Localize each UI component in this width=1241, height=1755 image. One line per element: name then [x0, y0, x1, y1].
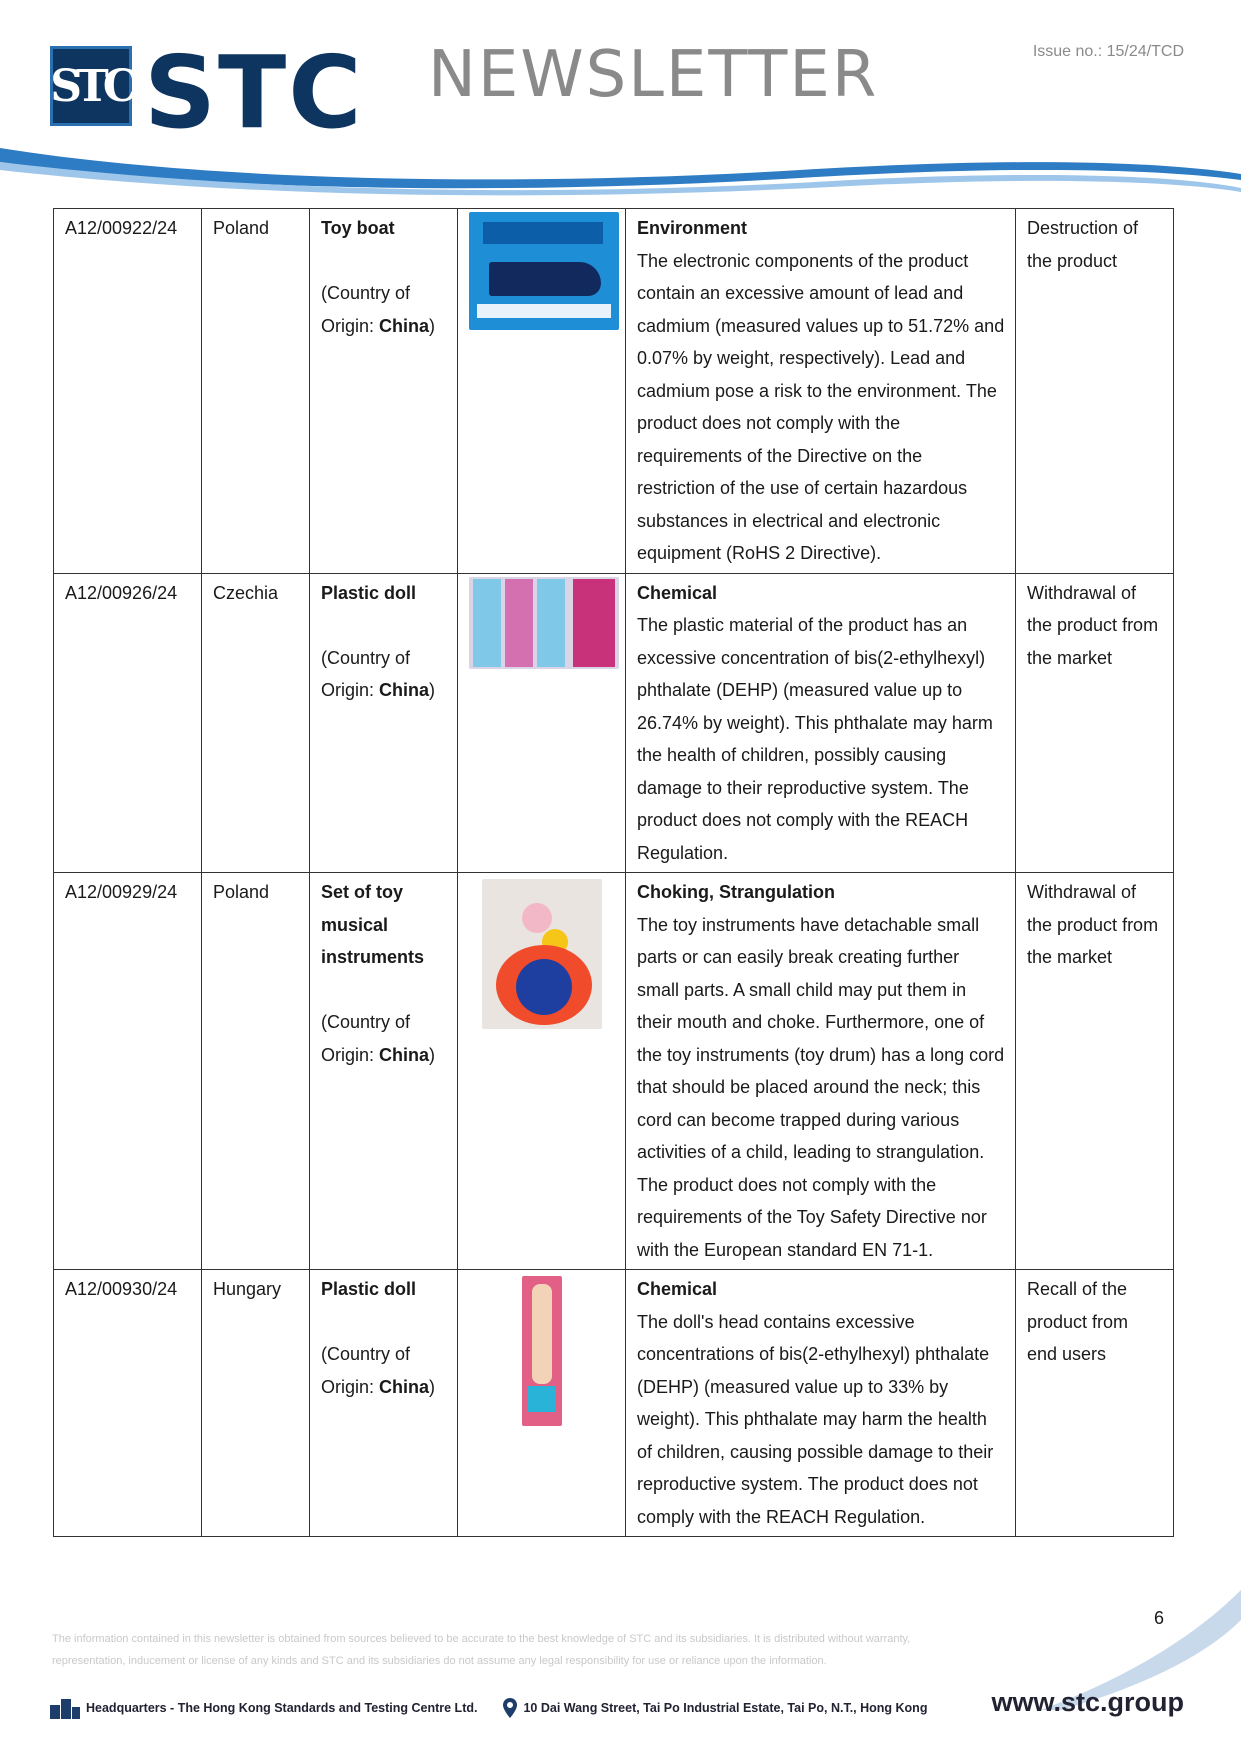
- recall-table: [53, 208, 1174, 1537]
- risk-type: Choking, Strangulation: [637, 882, 835, 902]
- risk-description: The electronic components of the product contain an excessive amount of lead and cadmium (measured values up to 51.72% and 0.07% by weight, respectively). Lead and cadmium pose a risk to the environment. The product does not comply with the requirements of the Directive on the restriction of the use of certain hazardous substances in electrical and electronic equipment (RoHS 2 Directive).: [637, 250, 1005, 563]
- building-icon: [50, 1697, 80, 1719]
- product-cell: [310, 1270, 458, 1537]
- page-number: 6: [1154, 1608, 1165, 1628]
- risk-cell: [626, 1270, 1016, 1537]
- origin-country: China: [379, 680, 430, 700]
- country-cell: Hungary: [202, 1270, 310, 1537]
- table-row: [54, 873, 1174, 1270]
- measure-cell: Withdrawal of the product from the market: [1016, 573, 1174, 873]
- stc-logo-mark: STC: [50, 46, 132, 126]
- origin-prefix: (Country of Origin:: [321, 1344, 411, 1397]
- risk-description: The doll's head contains excessive concentrations of bis(2-ethylhexyl) phthalate (DEHP) (measured value up to 33% by weight). This phthalate may harm the health of children, causing possible damage to their reproductive system. The product does not comply with the REACH Regulation.: [637, 1311, 994, 1527]
- risk-description: The plastic material of the product has an excessive concentration of bis(2-ethylhexyl) phthalate (DEHP) (measured value up to 26.74% by weight). This phthalate may harm the health of children, possibly causing damage to their reproductive system. The product does not comply with the REACH Regulation.: [637, 615, 993, 863]
- measure-cell: Withdrawal of the product from the market: [1016, 873, 1174, 1270]
- product-image: [522, 1276, 562, 1426]
- image-cell: [458, 1270, 626, 1537]
- product-cell: [310, 573, 458, 873]
- origin-country: China: [379, 1376, 430, 1397]
- origin-prefix: (Country of Origin:: [321, 647, 411, 700]
- country-cell: Poland: [202, 209, 310, 574]
- ref-cell: A12/00926/24: [54, 573, 202, 873]
- ref-cell: A12/00922/24: [54, 209, 202, 574]
- measure-cell: Destruction of the product: [1016, 209, 1174, 574]
- newsletter-title: NEWSLETTER: [428, 38, 879, 112]
- origin-suffix: ): [429, 1376, 436, 1397]
- product-name: Toy boat: [321, 218, 395, 238]
- product-cell: [310, 873, 458, 1270]
- address-text: 10 Dai Wang Street, Tai Po Industrial Estate, Tai Po, N.T., Hong Kong: [523, 1701, 928, 1715]
- image-cell: [458, 209, 626, 574]
- risk-cell: [626, 873, 1016, 1270]
- risk-cell: [626, 209, 1016, 574]
- ref-cell: A12/00930/24: [54, 1270, 202, 1537]
- location-pin-icon: [503, 1698, 517, 1718]
- origin-country: China: [379, 315, 430, 336]
- table-row: [54, 1270, 1174, 1537]
- origin-prefix: (Country of Origin:: [321, 283, 411, 336]
- issue-number: Issue no.: 15/24/TCD: [1032, 43, 1184, 60]
- risk-cell: [626, 573, 1016, 873]
- product-image: [482, 879, 602, 1029]
- brand-name: STC: [144, 34, 364, 151]
- origin-suffix: ): [429, 1044, 436, 1065]
- product-name: Set of toy musical instruments: [321, 882, 425, 967]
- origin-suffix: ): [429, 315, 436, 336]
- stc-logo: [50, 34, 364, 151]
- origin-suffix: ): [429, 680, 436, 700]
- website-link[interactable]: www.stc.group: [991, 1687, 1184, 1717]
- product-image: [469, 577, 619, 669]
- product-image: [469, 212, 619, 330]
- image-cell: [458, 573, 626, 873]
- table-row: [54, 209, 1174, 574]
- disclaimer: The information contained in this newsletter is obtained from sources believed to be accurate to the best knowledge of STC and its subsidiaries. It is distributed without warranty, representation, inducement or license of any kinds and STC and its subsidiaries do not assume any legal responsibility for use or reliance upon the information.: [52, 1633, 911, 1667]
- header-swoosh: [0, 140, 1241, 200]
- risk-type: Environment: [637, 218, 748, 238]
- country-cell: Czechia: [202, 573, 310, 873]
- table-row: [54, 573, 1174, 873]
- origin-country: China: [379, 1044, 430, 1065]
- risk-description: The toy instruments have detachable small parts or can easily break creating further small parts. A small child may put them in their mouth and choke. Furthermore, one of the toy instruments (toy drum) has a long cord that should be placed around the neck; this cord can become trapped during various activities of a child, leading to strangulation. The product does not comply with the requirements of the Toy Safety Directive nor with the European standard EN 71-1.: [637, 914, 1005, 1260]
- product-name: Plastic doll: [321, 582, 417, 603]
- image-cell: [458, 873, 626, 1270]
- headquarters-text: Headquarters - The Hong Kong Standards and Testing Centre Ltd.: [86, 1701, 478, 1715]
- product-name: Plastic doll: [321, 1279, 417, 1299]
- measure-cell: Recall of the product from end users: [1016, 1270, 1174, 1537]
- origin-prefix: (Country of Origin:: [321, 1012, 411, 1065]
- ref-cell: A12/00929/24: [54, 873, 202, 1270]
- risk-type: Chemical: [637, 582, 718, 603]
- country-cell: Poland: [202, 873, 310, 1270]
- footer-contact: [50, 1697, 927, 1719]
- product-cell: [310, 209, 458, 574]
- risk-type: Chemical: [637, 1279, 718, 1299]
